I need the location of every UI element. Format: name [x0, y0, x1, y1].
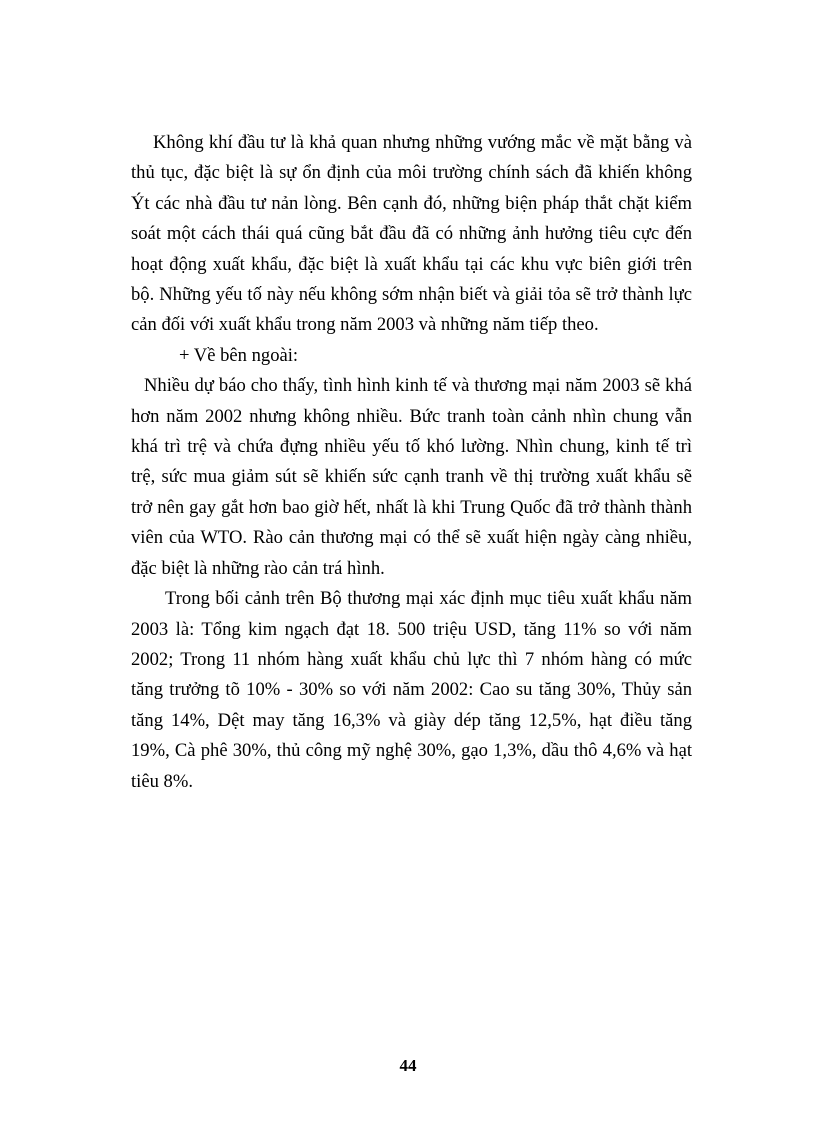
paragraph-export-targets: Trong bối cảnh trên Bộ thương mại xác định mục tiêu xuất khẩu năm 2003 là: Tổng kim ngạch đạt 18. 500 triệu USD, tăng 11% so với năm 2002; Trong 11 nhóm hàng xuất khẩu chủ lực thì 7 nhóm hàng có mức tăng trưởng tõ 10% - 30% so với năm 2002: Cao su tăng 30%, Thủy sản tăng 14%, Dệt may tăng 16,3% và giày dép tăng 12,5%, hạt điều tăng 19%, Cà phê 30%, thủ công mỹ nghệ 30%, gạo 1,3%, dầu thô 4,6% và hạt tiêu 8%. [131, 588, 692, 792]
page-number: 44 [399, 1056, 417, 1075]
heading-external-factors: + Về bên ngoài: [179, 344, 299, 366]
body-text [131, 128, 692, 797]
paragraph-investment-climate: Không khí đầu tư là khả quan nhưng những vướng mắc về mặt bằng và thủ tục, đặc biệt là sự ổn định của môi trường chính sách đã khiến không Ýt các nhà đầu tư nản lòng. Bên cạnh đó, những biện pháp thắt chặt kiểm soát một cách thái quá cũng bắt đầu đã có những ảnh hưởng tiêu cực đến hoạt động xuất khẩu, đặc biệt là xuất khẩu tại các khu vực biên giới trên bộ. Những yếu tố này nếu không sớm nhận biết và giải tỏa sẽ trở thành lực cản đối với xuất khẩu trong năm 2003 và những năm tiếp theo. [131, 132, 692, 336]
paragraph-external-forecast: Nhiều dự báo cho thấy, tình hình kinh tế và thương mại năm 2003 sẽ khá hơn năm 2002 nhưng không nhiều. Bức tranh toàn cảnh nhìn chung vẫn khá trì trệ và chứa đựng nhiều yếu tố khó lường. Nhìn chung, kinh tế trì trệ, sức mua giảm sút sẽ khiến sức cạnh tranh về thị trường xuất khẩu sẽ trở nên gay gắt hơn bao giờ hết, nhất là khi Trung Quốc đã trở thành thành viên của WTO. Rào cản thương mại có thể sẽ xuất hiện ngày càng nhiều, đặc biệt là những rào cản trá hình. [131, 375, 692, 579]
